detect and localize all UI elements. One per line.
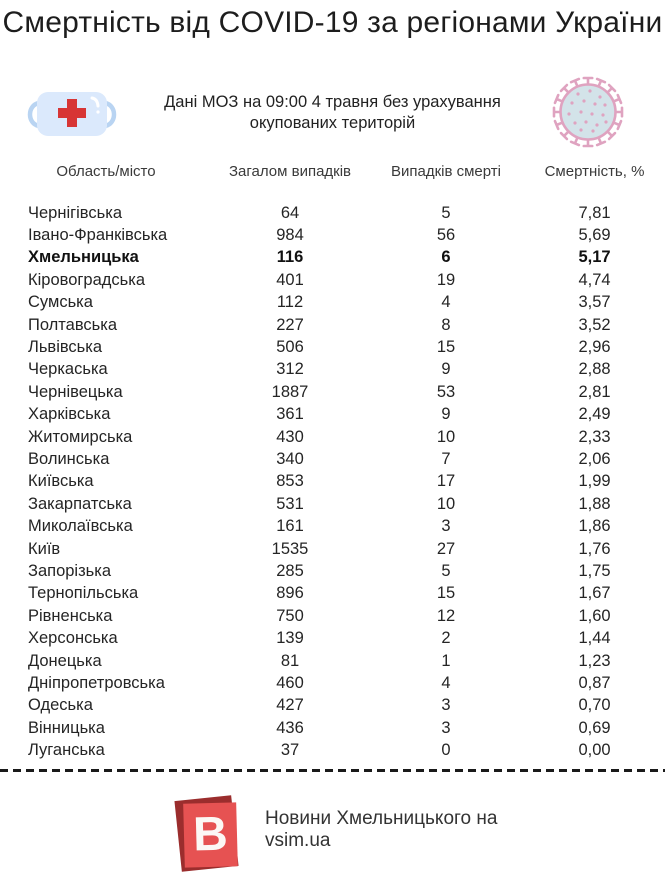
mortality-cell: 2,06 bbox=[578, 449, 611, 468]
mortality-cell: 0,69 bbox=[578, 718, 611, 737]
table-row bbox=[0, 269, 665, 291]
cases-cell: 853 bbox=[276, 472, 304, 491]
mortality-cell: 1,88 bbox=[578, 494, 611, 513]
region-cell: Харківська bbox=[28, 405, 111, 424]
mortality-cell: 2,49 bbox=[578, 405, 611, 424]
logo-letter: В bbox=[192, 807, 229, 862]
deaths-cell: 12 bbox=[436, 606, 456, 625]
mortality-cell: 2,81 bbox=[578, 382, 611, 401]
mortality-cell: 1,67 bbox=[578, 584, 611, 603]
deaths-cell: 19 bbox=[436, 270, 456, 289]
region-cell: Чернівецька bbox=[28, 382, 123, 401]
region-cell: Херсонська bbox=[28, 629, 118, 648]
cases-cell: 139 bbox=[276, 629, 304, 648]
cases-cell: 361 bbox=[276, 405, 304, 424]
cases-cell: 112 bbox=[276, 293, 304, 312]
deaths-cell: 3 bbox=[441, 718, 451, 737]
cases-cell: 1535 bbox=[271, 539, 309, 558]
deaths-cell: 6 bbox=[441, 248, 451, 267]
mortality-cell: 3,52 bbox=[578, 315, 611, 334]
mortality-cell: 5,17 bbox=[578, 248, 611, 267]
table-row bbox=[0, 224, 665, 246]
cases-cell: 340 bbox=[276, 449, 304, 468]
deaths-cell: 0 bbox=[441, 741, 451, 760]
region-cell: Черкаська bbox=[28, 360, 108, 379]
mortality-cell: 1,99 bbox=[578, 472, 611, 491]
table-row bbox=[0, 717, 665, 739]
table-row bbox=[0, 493, 665, 515]
cases-cell: 312 bbox=[276, 360, 304, 379]
cases-cell: 285 bbox=[276, 561, 304, 580]
page-title: Смертність від COVID-19 за регіонами України bbox=[2, 6, 663, 39]
table-row bbox=[0, 426, 665, 448]
cases-cell: 531 bbox=[276, 494, 304, 513]
cases-cell: 1887 bbox=[271, 382, 309, 401]
table-row bbox=[0, 448, 665, 470]
mortality-cell: 0,00 bbox=[578, 741, 611, 760]
region-cell: Закарпатська bbox=[28, 494, 132, 513]
table-header bbox=[0, 163, 665, 180]
column-header-deaths: Випадків смерті bbox=[390, 163, 501, 180]
region-cell: Волинська bbox=[28, 449, 110, 468]
region-cell: Тернопільська bbox=[28, 584, 139, 603]
deaths-cell: 1 bbox=[441, 651, 451, 670]
cases-cell: 161 bbox=[276, 517, 304, 536]
deaths-cell: 15 bbox=[436, 584, 456, 603]
table-row bbox=[0, 202, 665, 224]
table-row bbox=[0, 560, 665, 582]
deaths-cell: 5 bbox=[441, 203, 451, 222]
dashed-divider bbox=[0, 769, 665, 772]
region-cell: Київська bbox=[28, 472, 94, 491]
table-row bbox=[0, 605, 665, 627]
deaths-cell: 53 bbox=[436, 382, 456, 401]
cases-cell: 460 bbox=[276, 673, 304, 692]
table-row bbox=[0, 381, 665, 403]
mortality-cell: 1,86 bbox=[578, 517, 611, 536]
mortality-cell: 1,44 bbox=[578, 629, 611, 648]
deaths-cell: 15 bbox=[436, 338, 456, 357]
deaths-cell: 9 bbox=[441, 360, 451, 379]
region-cell: Кіровоградська bbox=[28, 270, 145, 289]
region-cell: Запорізька bbox=[28, 561, 112, 580]
column-header-mortality: Смертність, % bbox=[544, 163, 645, 180]
mortality-cell: 1,60 bbox=[578, 606, 611, 625]
region-cell: Полтавська bbox=[28, 315, 118, 334]
table-row bbox=[0, 247, 665, 269]
footer bbox=[0, 792, 665, 889]
cases-cell: 436 bbox=[276, 718, 304, 737]
region-cell: Івано-Франківська bbox=[28, 226, 168, 245]
region-cell: Чернігівська bbox=[28, 203, 122, 222]
region-cell: Одеська bbox=[28, 696, 93, 715]
mortality-cell: 4,74 bbox=[578, 270, 611, 289]
cases-cell: 64 bbox=[280, 203, 300, 222]
mortality-cell: 3,57 bbox=[578, 293, 611, 312]
deaths-cell: 3 bbox=[441, 517, 451, 536]
table-row bbox=[0, 515, 665, 537]
mortality-cell: 2,88 bbox=[578, 360, 611, 379]
mortality-cell: 2,96 bbox=[578, 338, 611, 357]
table-row bbox=[0, 627, 665, 649]
region-cell: Хмельницька bbox=[28, 248, 139, 267]
region-cell: Київ bbox=[28, 539, 61, 558]
mortality-cell: 2,33 bbox=[578, 427, 611, 446]
mortality-cell: 5,69 bbox=[578, 226, 611, 245]
mortality-cell: 1,76 bbox=[578, 539, 611, 558]
column-header-cases: Загалом випадків bbox=[228, 163, 352, 180]
region-cell: Вінницька bbox=[28, 718, 105, 737]
deaths-cell: 27 bbox=[436, 539, 456, 558]
subtitle: Дані МОЗ на 09:00 4 травня без урахування окупованих територій bbox=[164, 93, 501, 132]
table-row bbox=[0, 292, 665, 314]
table-row bbox=[0, 695, 665, 717]
cases-cell: 984 bbox=[276, 226, 304, 245]
region-cell: Миколаївська bbox=[28, 517, 133, 536]
cases-cell: 227 bbox=[276, 315, 304, 334]
cases-cell: 896 bbox=[276, 584, 304, 603]
table-row bbox=[0, 471, 665, 493]
deaths-cell: 5 bbox=[441, 561, 451, 580]
deaths-cell: 10 bbox=[436, 494, 456, 513]
region-cell: Луганська bbox=[28, 741, 105, 760]
deaths-cell: 4 bbox=[441, 673, 451, 692]
cases-cell: 506 bbox=[276, 338, 304, 357]
deaths-cell: 56 bbox=[436, 226, 456, 245]
deaths-cell: 4 bbox=[441, 293, 451, 312]
cases-cell: 401 bbox=[276, 270, 304, 289]
table-row bbox=[0, 672, 665, 694]
region-cell: Дніпропетровська bbox=[28, 673, 165, 692]
cases-cell: 427 bbox=[276, 696, 304, 715]
cases-cell: 81 bbox=[280, 651, 300, 670]
mortality-cell: 1,23 bbox=[578, 651, 611, 670]
column-header-region: Область/місто bbox=[56, 163, 156, 180]
deaths-cell: 3 bbox=[441, 696, 451, 715]
mortality-cell: 0,87 bbox=[578, 673, 611, 692]
cases-cell: 750 bbox=[276, 606, 304, 625]
table-row bbox=[0, 359, 665, 381]
medical-mask-icon bbox=[26, 88, 118, 140]
logo-front-layer bbox=[183, 802, 238, 867]
region-cell: Сумська bbox=[28, 293, 93, 312]
deaths-cell: 7 bbox=[441, 449, 451, 468]
mortality-cell: 7,81 bbox=[578, 203, 611, 222]
coronavirus-icon bbox=[548, 72, 628, 152]
cases-cell: 116 bbox=[276, 248, 304, 267]
deaths-cell: 17 bbox=[436, 472, 456, 491]
region-cell: Донецька bbox=[28, 651, 102, 670]
region-cell: Львівська bbox=[28, 338, 103, 357]
deaths-cell: 2 bbox=[441, 629, 451, 648]
mortality-cell: 0,70 bbox=[578, 696, 611, 715]
footer-text: Новини Хмельницького на vsim.ua bbox=[265, 808, 498, 851]
table-row bbox=[0, 314, 665, 336]
deaths-cell: 8 bbox=[441, 315, 451, 334]
table-row bbox=[0, 583, 665, 605]
region-cell: Рівненська bbox=[28, 606, 113, 625]
table-body bbox=[0, 202, 665, 762]
cases-cell: 430 bbox=[276, 427, 304, 446]
cases-cell: 37 bbox=[280, 741, 300, 760]
table-row bbox=[0, 336, 665, 358]
region-cell: Житомирська bbox=[28, 427, 133, 446]
table-row bbox=[0, 404, 665, 426]
mortality-cell: 1,75 bbox=[578, 561, 611, 580]
table-row bbox=[0, 538, 665, 560]
table-row bbox=[0, 739, 665, 761]
vsim-logo bbox=[177, 796, 243, 874]
table-row bbox=[0, 650, 665, 672]
deaths-cell: 10 bbox=[436, 427, 456, 446]
deaths-cell: 9 bbox=[441, 405, 451, 424]
